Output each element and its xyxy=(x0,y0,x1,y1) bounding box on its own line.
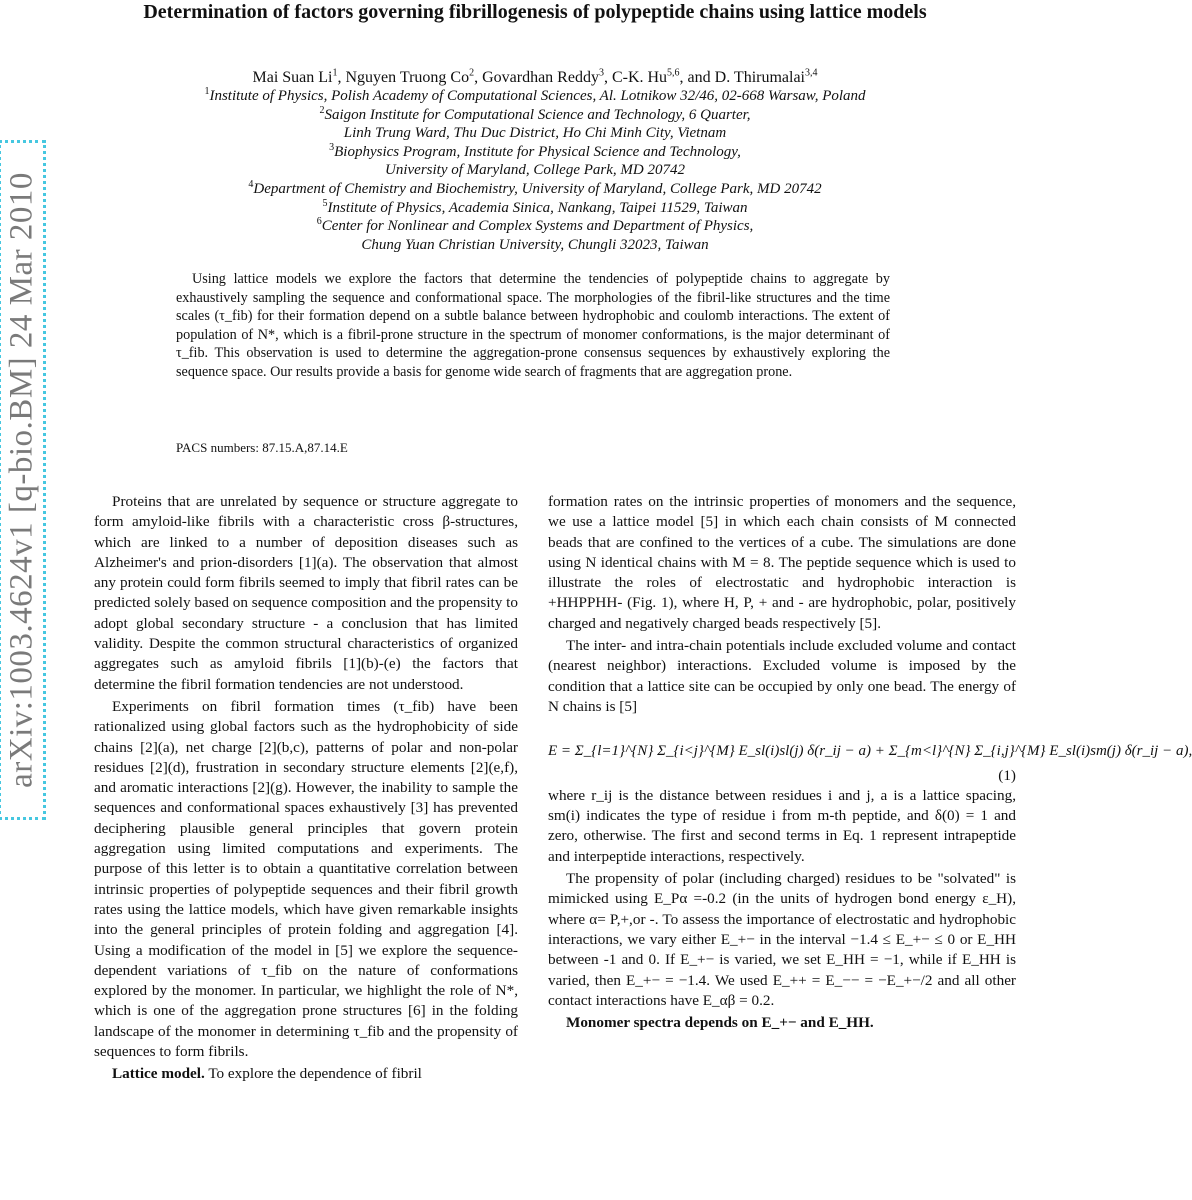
author: , and D. Thirumalai xyxy=(679,69,805,86)
affiliation-line: Chung Yuan Christian University, Chungli 32023, Taiwan xyxy=(361,236,709,253)
affil-text: Institute of Physics, Polish Academy of Computational Sciences, Al. Lotnikow 32/46, 02-668 Warsaw, Poland xyxy=(209,88,866,104)
paragraph: The propensity of polar (including charged) residues to be "solvated" is mimicked using E_Pα =-0.2 (in the units of hydrogen bond energy ε_H), where α= P,+,or -. To assess the importance of electrostatic and hydrophobic interactions, we vary either E_+− in the interval −1.4 ≤ E_+− ≤ 0 or E_HH between -1 and 0. If E_+− is varied, we set E_HH = −1, while if E_HH is varied, then E_+− = −1.4. We used E_++ = E_−− = −E_+−/2 and all other contact interactions have E_αβ = 0.2. xyxy=(548,870,1016,1009)
abstract xyxy=(176,270,890,382)
author-list xyxy=(60,68,1010,87)
affil-text: Saigon Institute for Computational Science and Technology, 6 Quarter, xyxy=(324,106,751,123)
equation-1: E = Σ_{l=1}^{N} Σ_{i<j}^{M} E_sl(i)sl(j) δ(r_ij − a) + Σ_{m<l}^{N} Σ_{i,j}^{M} E_sl(i)sm(j) δ(r_ij − a), xyxy=(548,743,1192,760)
paper-title: Determination of factors governing fibrillogenesis of polypeptide chains using lattice models xyxy=(143,1,927,23)
author: , Nguyen Truong Co xyxy=(337,69,470,86)
affiliation-line xyxy=(60,199,1010,218)
affiliation-line xyxy=(60,143,1010,162)
affil-number: 1 xyxy=(204,86,210,97)
affil-number: 3 xyxy=(329,141,335,153)
affiliation-line xyxy=(60,217,1010,236)
author: , Govardhan Reddy xyxy=(474,69,599,86)
author-affil-mark: 5,6 xyxy=(667,67,680,79)
paragraph: The inter- and intra-chain potentials include excluded volume and contact (nearest neighbor) interactions. Excluded volume is imposed by the condition that a lattice site can be occupied by only one bead. The energy of N chains is [5] xyxy=(548,637,1016,715)
affil-number: 2 xyxy=(319,104,325,116)
affil-number: 5 xyxy=(322,197,328,209)
affil-number: 6 xyxy=(316,216,322,228)
author-affil-mark: 2 xyxy=(469,67,475,79)
affil-number: 4 xyxy=(248,178,254,190)
affiliations xyxy=(60,87,1010,254)
left-column xyxy=(94,492,518,1087)
right-column xyxy=(548,492,1192,1035)
affil-text: Department of Chemistry and Biochemistry, University of Maryland, College Park, MD 20742 xyxy=(253,180,822,197)
section-heading: Lattice model. xyxy=(112,1065,205,1083)
author-affil-mark: 1 xyxy=(332,67,338,79)
affiliation-line xyxy=(60,106,1010,125)
affil-text: Center for Nonlinear and Complex Systems and Department of Physics, xyxy=(321,218,754,235)
arxiv-stamp xyxy=(0,140,46,820)
affiliation-line: University of Maryland, College Park, MD 20742 xyxy=(385,162,685,179)
paragraph: formation rates on the intrinsic properties of monomers and the sequence, we use a lattice model [5] in which each chain consists of M connected beads that are confined to the vertices of a cube. The simulations are done using N identical chains with M = 8. The peptide sequence which is used to illustrate the roles of electrostatic and hydrophobic interaction is +HHPPHH- (Fig. 1), where H, P, + and - are hydrophobic, polar, positively charged and negatively charged beads respectively [5]. xyxy=(548,493,1016,632)
affil-text: Institute of Physics, Academia Sinica, Nankang, Taipei 11529, Taiwan xyxy=(327,199,748,216)
paragraph-text: To explore the dependence of fibril xyxy=(204,1065,422,1083)
author-affil-mark: 3 xyxy=(598,67,604,79)
equation-number: (1) xyxy=(998,766,1016,784)
author-affil-mark: 3,4 xyxy=(805,67,818,79)
affiliation-line xyxy=(60,180,1010,199)
abstract-text: Using lattice models we explore the factors that determine the tendencies of polypeptide chains to aggregate by exhaustively sampling the sequence and conformational space. The morphologies of the fibril-like structures and the time scales (τ_fib) for their formation depend on a subtle balance between hydrophobic and coulomb interactions. The extent of population of N*, which is a fibril-prone structure in the spectrum of monomer conformations, is the major determinant of τ_fib. This observation is used to determine the aggregation-prone consensus sequences by exhaustively exploring the sequence space. Our results provide a basis for genome wide search of fragments that are aggregation prone. xyxy=(176,271,890,380)
paragraph: Proteins that are unrelated by sequence or structure aggregate to form amyloid-like fibrils with a characteristic cross β-structures, which are linked to a number of deposition diseases such as Alzheimer's and prion-disorders [1](a). The observation that almost any protein could form fibrils seemed to imply that fibril rates can be predicted solely based on sequence composition and the propensity to adopt global secondary structure - a conclusion that has limited validity. Despite the common structural characteristics of organized aggregates such as amyloid fibrils [1](b)-(e) the factors that determine the fibril formation tendencies are not understood. xyxy=(94,493,518,693)
paragraph xyxy=(548,1013,1016,1033)
paragraph xyxy=(94,1064,518,1084)
pacs-numbers: PACS numbers: 87.15.A,87.14.E xyxy=(176,440,348,455)
author: , C-K. Hu xyxy=(603,69,668,86)
paragraph: where r_ij is the distance between residues i and j, a is a lattice spacing, sm(i) indicates the type of residue i from m-th peptide, and δ(0) = 1 and zero, otherwise. The first and second terms in Eq. 1 represent intrapeptide and interpeptide interactions, respectively. xyxy=(548,786,1016,865)
affiliation-line xyxy=(60,87,1010,106)
section-heading: Monomer spectra depends on E_+− and E_HH. xyxy=(566,1014,874,1032)
affil-text: Biophysics Program, Institute for Physical Science and Technology, xyxy=(334,143,741,160)
author: Mai Suan Li xyxy=(252,69,333,86)
affiliation-line: Linh Trung Ward, Thu Duc District, Ho Chi Minh City, Vietnam xyxy=(343,125,727,142)
paragraph: Experiments on fibril formation times (τ_fib) have been rationalized using global factors such as the hydrophobicity of side chains [2](a), net charge [2](b,c), patterns of polar and non-polar residues [2](d), frustration in secondary structure elements [2](e,f), and aromatic interactions [2](g). However, the inability to sample the sequences and conformational spaces exhaustively [3] has prevented deciphering plausible general principles that govern protein aggregation using limited computations and experiments. The purpose of this letter is to obtain a quantitative correlation between intrinsic properties of polypeptide sequences and their fibril growth rates using the lattice models, which have given remarkable insights into the general principles of protein folding and aggregation [4]. Using a modification of the model in [5] we explore the sequence-dependent variations of τ_fib on the nature of conformations explored by the monomer. In particular, we highlight the role of N*, which is one of the aggregation prone structures [6] in the folding landscape of the monomer in determining τ_fib and the propensity of sequences to form fibrils. xyxy=(94,697,518,1061)
arxiv-id: arXiv:1003.4624v1 [q-bio.BM] 24 Mar 2010 xyxy=(3,172,40,788)
